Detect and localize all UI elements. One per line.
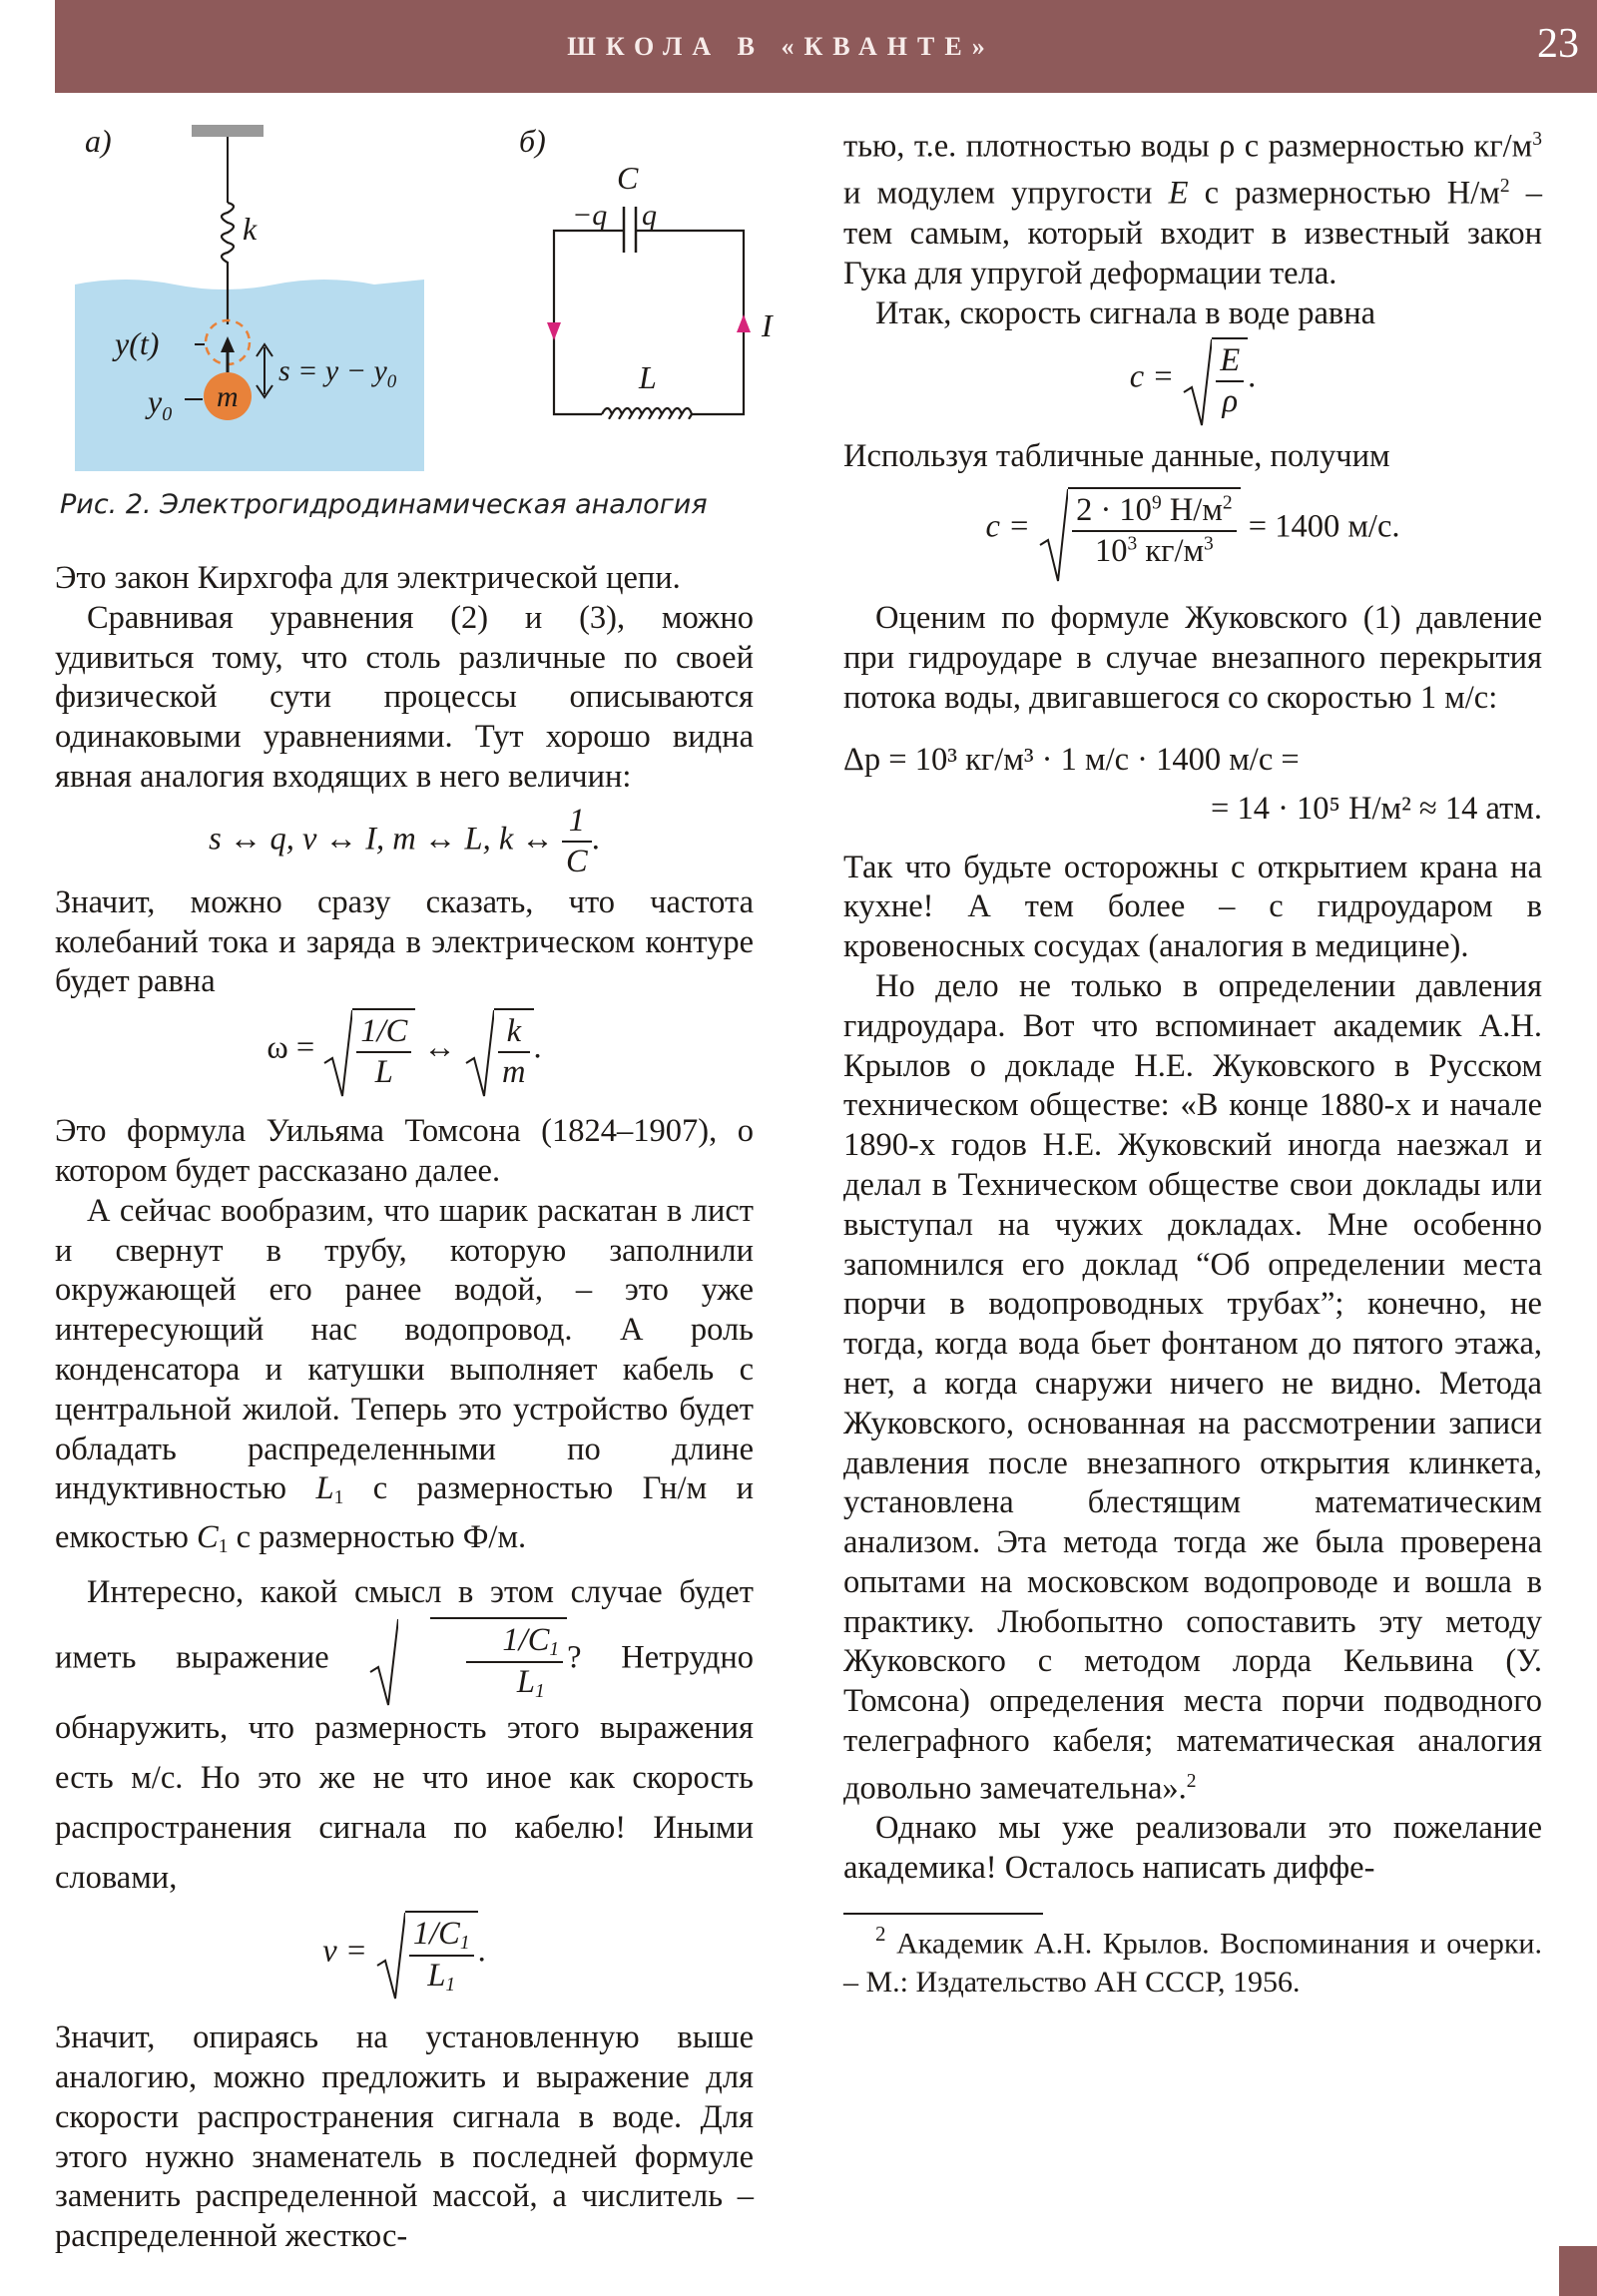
current-arrow-right: [737, 314, 751, 332]
figure-label-a: а): [85, 123, 112, 159]
capacitor-label: C: [617, 160, 639, 196]
footnote: $^2$ Академик А.Н. Крылов. Воспоминания и очерки. – М.: Издательство АН СССР, 1956.: [843, 1921, 1542, 1999]
equation-numeric: c = $\frac{2 \cdot 10^9 Н/м^2}{10^3 кг/м^3}$ = 1400 м/с.: [843, 477, 1542, 599]
corner-tab: [1559, 2246, 1597, 2296]
paragraph: А сейчас вообразим, что шарик раскатан в лист и свернут в трубу, которую заполнили окружающей его ранее водой, – это уже интересующий нас водопровод. А роль конденсатора и катушки выполняет кабель с центральной жилой. Теперь это устройство будет обладать распределенными по длине индуктивностью $L_1$ с размерностью Гн/м и емкостью $C_1$ с размерностью Ф/м.: [55, 1192, 754, 1557]
paragraph: Значит, можно сразу сказать, что частота колебаний тока и заряда в электрическом контуре будет равна: [55, 883, 754, 1000]
paragraph: Интересно, какой смысл в этом случае будет иметь выражение $\frac{1/C_1}{L_1}$ ? Нетрудно обнаружить, что размерность этого выражения есть м/с. Но это же не что иное как скорость распространения сигнала по кабелю! Иными словами,: [55, 1573, 755, 1897]
section-title: ШКОЛА В «КВАНТЕ»: [567, 32, 995, 61]
charge-pos-label: q: [642, 199, 657, 232]
charge-neg-label: −q: [572, 199, 608, 232]
current-label: I: [762, 307, 773, 343]
paragraph: Сравнивая уравнения (2) и (3), можно удивиться тому, что столь различные по своей физической сути процессы описываются одинаковыми уравнениями. Тут хорошо видна явная аналогия входящих в него величин:: [55, 599, 754, 795]
paragraph: Но дело не только в определении давления гидроудара. Вот что вспоминает академик А.Н. Крылов о докладе Н.Е. Жуковского в Русском техническом обществе: «В конце 1880-х и начале 1890-х годов Н.Е. Жуковский иногда наезжал и делал в Техническом обществе свои доклады или выступал на чужих докладах. Мне особенно запомнился его доклад “Об определении места порчи в водопроводных трубах”; конечно, не тогда, когда вода бьет фонтаном до пятого этажа, нет, а когда снаружи ничего не видно. Метода Жуковского, основанная на рассмотрении записи давления после внезапного открытия клинкета, установлена блестящим математическим анализом. Эта метода тогда же была проверена опытами на московском водопроводе и вошла в практику. Любопытно сопоставить эту методу Жуковского с методом лорда Кельвина (У. Томсона) определения места порчи подводного телеграфного кабеля; математическая аналогия довольно замечательна».$^2$: [843, 967, 1542, 1807]
spring-label: k: [243, 211, 258, 247]
paragraph: Так что будьте осторожны с открытием крана на кухне! А тем более – с гидроударом в кровеносных сосудах (аналогия в медицине).: [843, 849, 1542, 965]
page-header: [55, 0, 1597, 93]
current-arrow-left: [547, 322, 561, 340]
page-number: 23: [1537, 21, 1579, 67]
equation-pressure: Δp = 10³ кг/м³ · 1 м/с · 1400 м/с = = 14 · 10⁵ Н/м² ≈ 14 атм.: [843, 741, 1542, 828]
equation-frequency: ω = $\frac{1/C}{L}$ ↔ $\frac{k}{m}$ .: [55, 1002, 754, 1112]
equation-water-speed: c = $\frac{E}{\rho}$ .: [843, 333, 1542, 437]
paragraph: тью, т.е. плотностью воды ρ с размерностью $кг/м^3$ и модулем упругости E с размерностью $Н/м^2$ – тем самым, который входит в известный закон Гука для упругой деформации тела.: [843, 128, 1543, 291]
paragraph: Это закон Кирхгофа для электрической цепи.: [55, 560, 681, 596]
inductor: [602, 408, 699, 418]
paragraph: Итак, скорость сигнала в воде равна: [875, 294, 1376, 331]
paragraph: Оценим по формуле Жуковского (1) давление при гидроударе в случае внезапного перекрытия потока воды, двигавшегося со скоростью 1 м/с:: [843, 600, 1542, 716]
equation-speed: v = $\frac{1/C_1}{L_1}$ .: [55, 1903, 754, 2018]
left-column: [55, 559, 754, 2257]
paragraph: Используя табличные данные, получим: [843, 438, 1390, 475]
position-label: y(t): [115, 325, 160, 361]
inductor-label: L: [639, 359, 657, 395]
paragraph: Однако мы уже реализовали это пожелание академика! Осталось написать диффе-: [843, 1810, 1542, 1887]
equilibrium-label: $y_0$: [148, 383, 173, 425]
paragraph: Это формула Уильяма Томсона (1824–1907), о котором будет рассказано далее.: [55, 1113, 754, 1189]
displacement-label: $s = y - y_0$: [278, 354, 397, 392]
ceiling-mount: [192, 125, 264, 137]
figure-caption: Рис. 2. Электрогидродинамическая аналогия: [60, 489, 708, 520]
right-column: [843, 120, 1542, 2002]
mass-label: m: [217, 380, 239, 413]
figure-label-b: б): [519, 123, 546, 159]
paragraph: Значит, опираясь на установленную выше аналогию, можно предложить и выражение для скорости распространения сигнала в воде. Для этого нужно знаменатель в последней формуле заменить распределенной массой, а числитель – распределенной жесткос-: [55, 2019, 754, 2255]
analogy-figure: [55, 115, 774, 519]
equation-analogy: s ↔ q, v ↔ I, m ↔ L, k ↔ $\frac{1}{C}$ .: [209, 802, 600, 879]
